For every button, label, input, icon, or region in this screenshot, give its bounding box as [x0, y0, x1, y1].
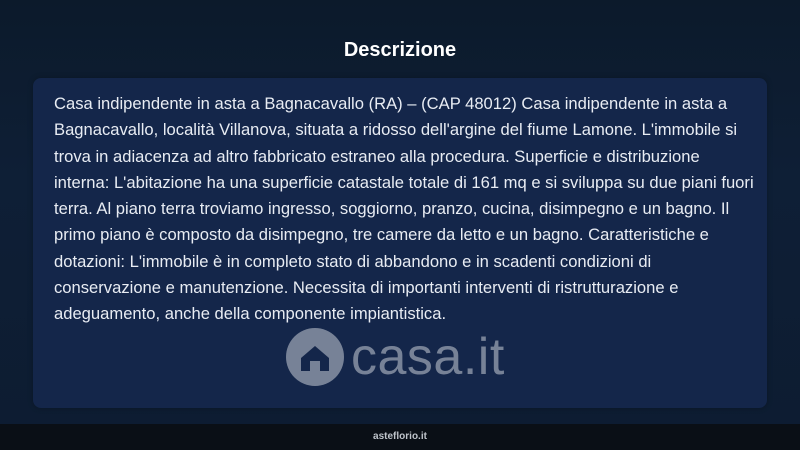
watermark-text: casa.it	[351, 328, 505, 386]
footer-source: asteflorio.it	[373, 431, 427, 442]
footer-bar	[0, 424, 800, 450]
description-text: Casa indipendente in asta a Bagnacavallo (RA) – (CAP 48012) Casa indipendente in asta a Bagnacavallo, località Villanova, situata a ridosso dell'argine del fiume Lamone. L'immobile si trova in adiacenza ad altro fabbricato estraneo alla procedura. Superficie e distribuzione interna: L'abitazione ha una superficie catastale totale di 161 mq e si sviluppa su due piani fuori terra. Al piano terra troviamo ingresso, soggiorno, pranzo, cucina, disimpegno e un bagno. Il primo piano è composto da disimpegno, tre camere da letto e un bagno. Caratteristiche e dotazioni: L'immobile è in completo stato di abbandono e in scadenti condizioni di conservazione e manutenzione. Necessita di importanti interventi di ristrutturazione e adeguamento, anche della componente impiantistica.	[54, 94, 754, 324]
description-card	[33, 78, 767, 408]
section-title: Descrizione	[343, 39, 457, 61]
